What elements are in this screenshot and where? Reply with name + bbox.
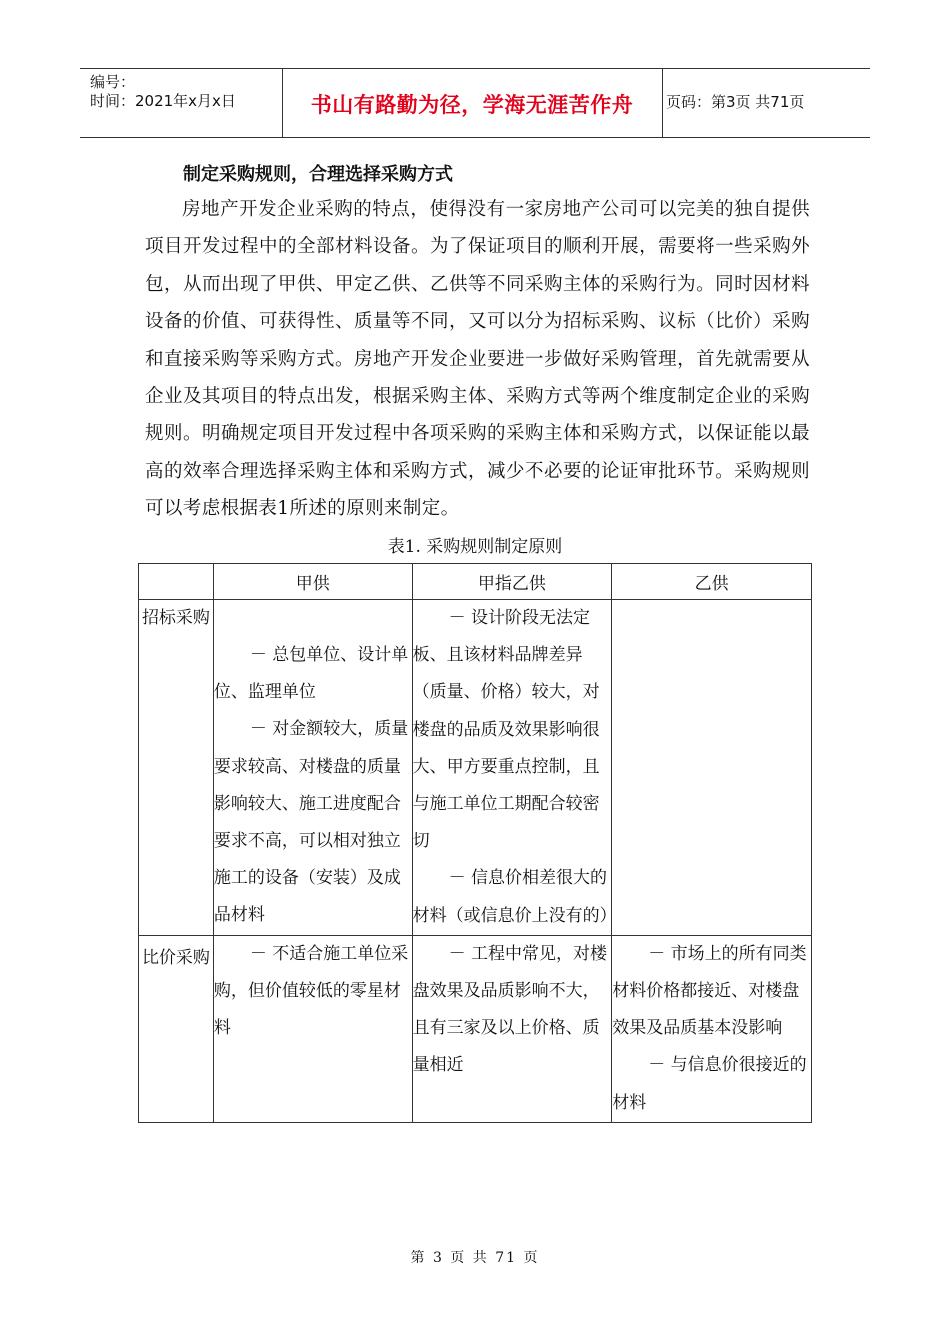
row-label: 招标采购 [139, 600, 214, 936]
cell-item: － 与信息价很接近的材料 [612, 1055, 807, 1113]
cell-item: － 设计阶段无法定板、且该材料品牌差异（质量、价格）较大，对楼盘的品质及效果影响很大、甲方要重点控制，且与施工单位工期配合较密切 [412, 608, 600, 852]
cell-item: － 信息价相差很大的材料（或信息价上没有的） [412, 868, 617, 926]
table-row [139, 935, 812, 1122]
table-cell [612, 935, 812, 1122]
header-motto: 书山有路勤为径，学海无涯苦作舟 [310, 93, 634, 117]
procurement-rules-table [138, 563, 812, 1123]
table-header-row [139, 564, 812, 600]
table-cell [412, 935, 612, 1122]
body-paragraph: 房地产开发企业采购的特点，使得没有一家房地产公司可以完美的独自提供项目开发过程中的全部材料设备。为了保证项目的顺利开展，需要将一些采购外包，从而出现了甲供、甲定乙供、乙供等不同采购主体的采购行为。同时因材料设备的价值、可获得性、质量等不同，又可以分为招标采购、议标（比价）采购和直接采购等采购方式。房地产开发企业要进一步做好采购管理，首先就需要从企业及其项目的特点出发，根据采购主体、采购方式等两个维度制定企业的采购规则。明确规定项目开发过程中各项采购的采购主体和采购方式，以保证能以最高的效率合理选择采购主体和采购方式，减少不必要的论证审批环节。采购规则可以考虑根据表1所述的原则来制定。 [145, 199, 810, 520]
header-number-label: 编号： [90, 73, 136, 91]
header-divider [662, 69, 663, 137]
table-row [139, 600, 812, 936]
header-divider [282, 69, 283, 137]
table-cell [213, 935, 412, 1122]
header-meta [90, 73, 236, 111]
page-footer: 第 3 页 共 71 页 [410, 1250, 540, 1266]
section-heading: 制定采购规则，合理选择采购方式 [183, 164, 453, 185]
table-cell-empty [612, 600, 812, 936]
table-cell [412, 600, 617, 936]
cell-item: － 市场上的所有同类材料价格都接近、对楼盘效果及品质基本没影响 [612, 943, 807, 1039]
header-date: 时间：2021年x月x日 [90, 92, 236, 110]
table-header-cell: 乙供 [612, 564, 812, 600]
cell-item: － 不适合施工单位采购，但价值较低的零星材料 [213, 943, 409, 1039]
page-header [80, 68, 870, 138]
table-header-cell: 甲供 [213, 564, 412, 600]
table-header-cell: 甲指乙供 [412, 564, 612, 600]
table-caption: 表1. 采购规则制定原则 [387, 537, 563, 557]
cell-item: － 总包单位、设计单位、监理单位 [213, 645, 409, 703]
table-header-cell [139, 564, 214, 600]
table-cell [213, 600, 412, 936]
header-page-info: 页码：第3页 共71页 [666, 93, 805, 111]
row-label: 比价采购 [139, 935, 214, 1122]
cell-item: － 对金额较大，质量要求较高、对楼盘的质量影响较大、施工进度配合要求不高，可以相对独立施工的设备（安装）及成品材料 [213, 719, 409, 926]
cell-item: － 工程中常见，对楼盘效果及品质影响不大，且有三家及以上价格、质量相近 [412, 943, 607, 1076]
